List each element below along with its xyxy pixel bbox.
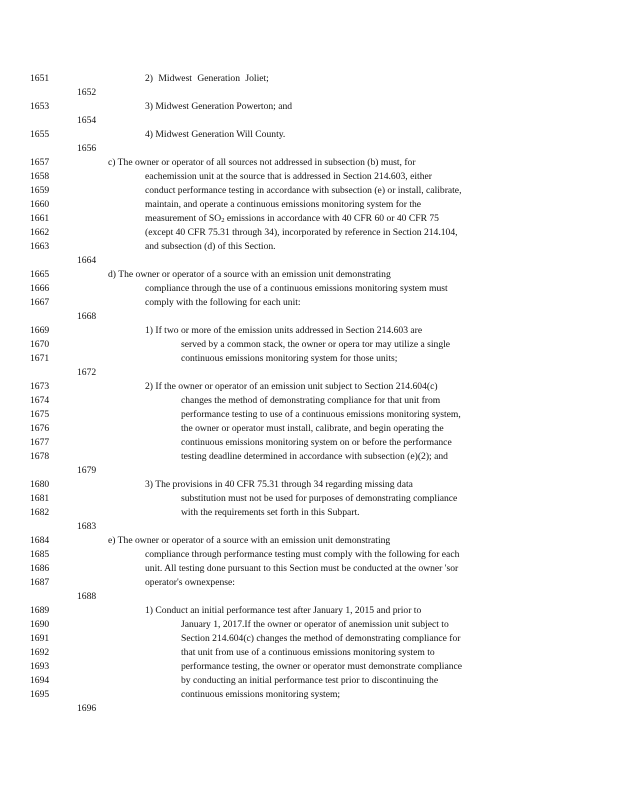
- paragraph-line: performance testing to use of a continuous emissions monitoring system,: [181, 409, 461, 420]
- paragraph-line: Section 214.604(c) changes the method of demonstrating compliance for: [181, 633, 461, 644]
- paragraph-line: compliance through performance testing must comply with the following for each: [145, 549, 460, 560]
- line-number: 1692: [30, 647, 50, 658]
- paragraph-line: compliance through the use of a continuous emissions monitoring system must: [145, 283, 448, 294]
- line-number: 1675: [30, 409, 50, 420]
- line-number: 1688: [77, 591, 97, 602]
- measurement-text: measurement of SO: [145, 213, 222, 224]
- paragraph-line: January 1, 2017.If the owner or operator of anemission unit subject to: [181, 619, 449, 630]
- line-number: 1685: [30, 549, 50, 560]
- paragraph-line: 3) The provisions in 40 CFR 75.31 through 34 regarding missing data: [145, 479, 413, 490]
- line-number: 1680: [30, 479, 50, 490]
- paragraph-line: that unit from use of a continuous emissions monitoring system to: [181, 647, 435, 658]
- line-number: 1671: [30, 353, 50, 364]
- line-number: 1651: [30, 73, 50, 84]
- line-number: 1681: [30, 493, 50, 504]
- line-number: 1656: [77, 143, 97, 154]
- line-number: 1652: [77, 87, 97, 98]
- paragraph-line: with the requirements set forth in this Subpart.: [181, 507, 360, 518]
- line-number: 1674: [30, 395, 50, 406]
- paragraph-line: changes the method of demonstrating compliance for that unit from: [181, 395, 441, 406]
- paragraph-line: substitution must not be used for purposes of demonstrating compliance: [181, 493, 458, 504]
- line-number: 1676: [30, 423, 50, 434]
- line-number: 1666: [30, 283, 50, 294]
- line-number: 1694: [30, 675, 50, 686]
- line-number: 1659: [30, 185, 50, 196]
- paragraph-line: comply with the following for each unit:: [145, 297, 301, 308]
- line-number: 1670: [30, 339, 50, 350]
- line-number: 1655: [30, 129, 50, 140]
- paragraph-line: conduct performance testing in accordance with subsection (e) or install, calibrate,: [145, 185, 462, 196]
- paragraph-line: 1) If two or more of the emission units addressed in Section 214.603 are: [145, 325, 423, 336]
- paragraph-line: unit. All testing done pursuant to this Section must be conducted at the owner 'sor: [145, 563, 459, 574]
- line-number: 1669: [30, 325, 50, 336]
- paragraph-line: c) The owner or operator of all sources not addressed in subsection (b) must, for: [108, 157, 416, 168]
- line-number: 1665: [30, 269, 50, 280]
- paragraph-line: by conducting an initial performance test prior to discontinuing the: [181, 675, 439, 686]
- paragraph-line: 1) Conduct an initial performance test after January 1, 2015 and prior to: [145, 605, 422, 616]
- line-number: 1662: [30, 227, 50, 238]
- list-item: 4) Midwest Generation Will County.: [145, 129, 286, 140]
- line-number: 1657: [30, 157, 50, 168]
- paragraph-line: continuous emissions monitoring system for those units;: [181, 353, 398, 364]
- line-number: 1696: [77, 703, 97, 714]
- paragraph-line: and subsection (d) of this Section.: [145, 241, 276, 252]
- line-number: 1695: [30, 689, 50, 700]
- list-item: 2) Midwest Generation Joliet;: [145, 73, 269, 84]
- line-number: 1684: [30, 535, 50, 546]
- paragraph-line: testing deadline determined in accordance with subsection (e)(2); and: [181, 451, 448, 462]
- paragraph-line: e) The owner or operator of a source with an emission unit demonstrating: [108, 535, 391, 546]
- paragraph-line: d) The owner or operator of a source with an emission unit demonstrating: [108, 269, 391, 280]
- line-number: 1679: [77, 465, 97, 476]
- paragraph-line: maintain, and operate a continuous emissions monitoring system for the: [145, 199, 422, 210]
- line-number: 1672: [77, 367, 97, 378]
- list-item: 3) Midwest Generation Powerton; and: [145, 101, 293, 112]
- line-number: 1682: [30, 507, 50, 518]
- line-number: 1693: [30, 661, 50, 672]
- line-number: 1653: [30, 101, 50, 112]
- line-number: 1677: [30, 437, 50, 448]
- line-number: 1686: [30, 563, 50, 574]
- paragraph-line: continuous emissions monitoring system;: [181, 689, 341, 700]
- line-number: 1663: [30, 241, 50, 252]
- line-number: 1689: [30, 605, 50, 616]
- line-number: 1691: [30, 633, 50, 644]
- line-number: 1661: [30, 213, 50, 224]
- line-number: 1687: [30, 577, 50, 588]
- measurement-tail: emissions in accordance with 40 CFR 60 or 40 CFR 75: [224, 213, 439, 224]
- line-number: 1668: [77, 311, 97, 322]
- so2-subscript: 2: [221, 217, 225, 224]
- line-number: 1658: [30, 171, 50, 182]
- paragraph-line: served by a common stack, the owner or opera tor may utilize a single: [181, 339, 451, 350]
- line-number: 1667: [30, 297, 50, 308]
- paragraph-line: operator's ownexpense:: [145, 577, 235, 588]
- paragraph-line: the owner or operator must install, calibrate, and begin operating the: [181, 423, 444, 434]
- line-number: 1678: [30, 451, 50, 462]
- line-number: 1673: [30, 381, 50, 392]
- line-number: 1660: [30, 199, 50, 210]
- paragraph-line: (except 40 CFR 75.31 through 34), incorporated by reference in Section 214.104,: [145, 227, 458, 238]
- line-number: 1690: [30, 619, 50, 630]
- paragraph-line: 2) If the owner or operator of an emission unit subject to Section 214.604(c): [145, 381, 438, 392]
- paragraph-line: performance testing, the owner or operator must demonstrate compliance: [181, 661, 463, 672]
- line-number: 1683: [77, 521, 97, 532]
- line-number: 1654: [77, 115, 97, 126]
- paragraph-line: eachemission unit at the source that is addressed in Section 214.603, either: [145, 171, 432, 182]
- paragraph-line: continuous emissions monitoring system on or before the performance: [181, 437, 452, 448]
- paragraph-line: [145, 213, 439, 226]
- line-number: 1664: [77, 255, 97, 266]
